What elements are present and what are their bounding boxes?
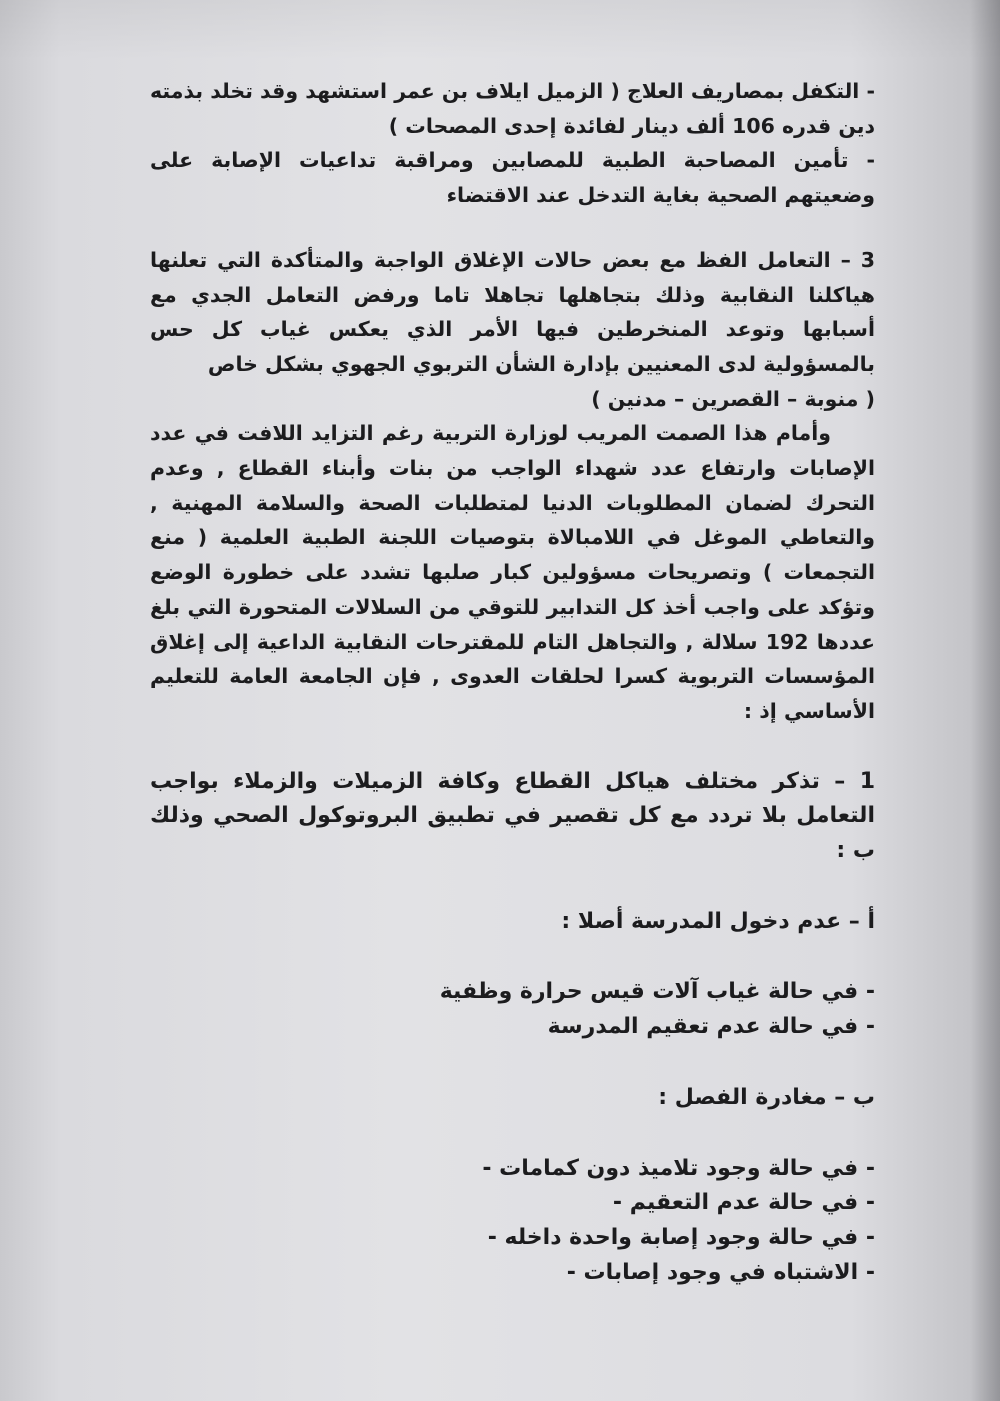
point-1-paragraph: 1 – تذكر مختلف هياكل القطاع وكافة الزميلات والزملاء بواجب التعامل بلا تردد مع كل تقصير في تطبيق البروتوكول الصحي وذلك ب :: [150, 768, 875, 864]
point-3-paragraph: 3 – التعامل الفظ مع بعض حالات الإغلاق الواجبة والمتأكدة التي تعلنها هياكلنا النقابية وذلك بتجاهلها تجاهلا تاما ورفض التعامل الجدي مع أسبابها وتوعد المنخرطين فيها الأمر الذي يعكس غياب كل حس بالمسؤولية لدى المعنيين بإدارة الشأن التربوي الجهوي بشكل خاص: [150, 247, 875, 376]
section-b-heading: ب – مغادرة الفصل :: [658, 1084, 875, 1110]
spacer: [150, 1116, 875, 1152]
section-b-item: - الاشتباه في وجود إصابات -: [566, 1259, 875, 1285]
main-paragraph: وأمام هذا الصمت المريب لوزارة التربية رغم التزايد اللافت في عدد الإصابات وارتفاع عدد شهداء الواجب من بنات وأبناء القطاع , وعدم التحرك لضمان المطلوبات الدنيا لمتطلبات الصحة والسلامة المهنية , والتعاطي الموغل في اللامبالاة بتوصيات اللجنة الطبية العلمية ( منع التجمعات ) وتصريحات مسؤولين كبار صلبها تشدد على خطورة الوضع وتؤكد على واجب أخذ كل التدابير للتوقي من السلالات المتحورة التي بلغ عددها 192 سلالة , والتجاهل التام للمقترحات النقابية الداعية إلى إغلاق المؤسسات التربوية كسرا لحلقات العدوى , فإن الجامعة العامة للتعليم الأساسي إذ :: [150, 421, 875, 723]
page-shadow-right: [970, 0, 1000, 1401]
spacer: [150, 939, 875, 975]
point-3-regions: ( منوبة – القصرين – مدنين ): [591, 386, 875, 411]
spacer: [150, 729, 875, 765]
spacer: [150, 213, 875, 243]
text-column: [150, 74, 875, 1290]
bullet-medical-follow-up: - تأمين المصاحبة الطبية للمصابين ومراقبة تداعيات الإصابة على وضعيتهم الصحية بغاية التدخل عند الاقتضاء: [150, 148, 875, 208]
bullet-treatment-costs: - التكفل بمصاريف العلاج ( الزميل ايلاف بن عمر استشهد وقد تخلد بذمته دين قدره 106 ألف دينار لفائدة إحدى المصحات ): [150, 79, 875, 138]
section-b-item: - في حالة وجود تلاميذ دون كمامات -: [482, 1155, 875, 1181]
section-a-heading: أ – عدم دخول المدرسة أصلا :: [561, 908, 875, 934]
section-b-item: - في حالة وجود إصابة واحدة داخله -: [487, 1224, 875, 1250]
section-b-item: - في حالة عدم التعقيم -: [612, 1190, 875, 1216]
spacer: [150, 1045, 875, 1081]
page-shadow-top: [0, 0, 1000, 60]
section-a-item: - في حالة عدم تعقيم المدرسة: [547, 1014, 875, 1040]
spacer: [150, 869, 875, 905]
section-a-item: - في حالة غياب آلات قيس حرارة وظفية: [439, 979, 875, 1005]
